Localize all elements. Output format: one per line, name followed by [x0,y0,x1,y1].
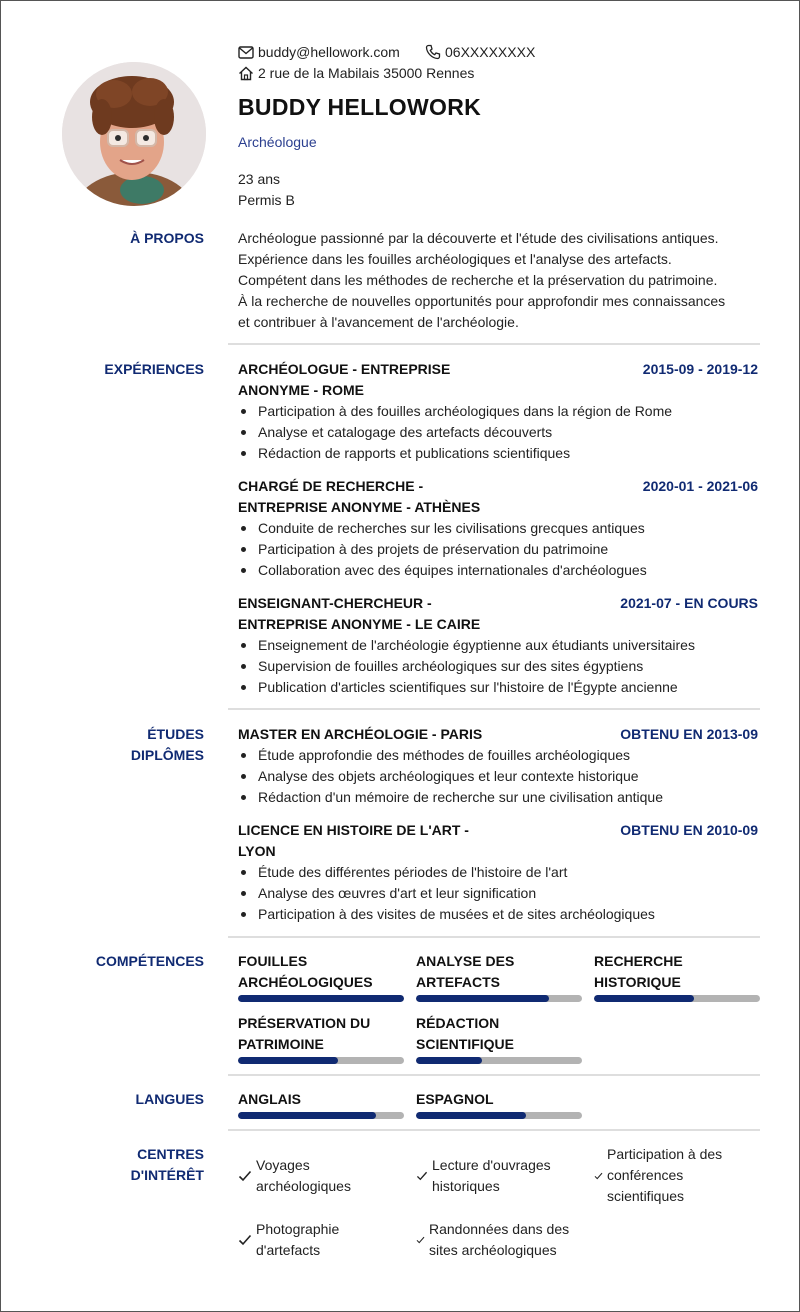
age: 23 ans [238,171,281,187]
interest-item: Photographie d'artefacts [238,1219,339,1261]
about-line: Compétent dans les méthodes de recherche et la préservation du patrimoine. [238,272,718,288]
title-line: ANONYME - ROME [238,382,364,398]
skill-item [416,951,582,1002]
education-bullets [238,862,655,925]
language-label: ANGLAIS [238,1091,301,1107]
home-icon [238,66,254,81]
bullet-item: Participation à des projets de préservation du patrimoine [238,539,647,560]
check-icon [416,1236,425,1244]
education-date: OBTENU EN 2010-09 [620,822,758,838]
address-text: 2 rue de la Mabilais 35000 Rennes [258,65,475,81]
bullet-item: Étude des différentes périodes de l'histoire de l'art [238,862,655,883]
skill-bar-fill [416,1057,482,1064]
bullet-item: Supervision de fouilles archéologiques sur des sites égyptiens [238,656,695,677]
experience-bullets [238,401,672,464]
section-title-line: CENTRES [137,1146,204,1162]
section-title-languages: LANGUES [135,1091,204,1107]
about-line: Archéologue passionné par la découverte et l'étude des civilisations antiques. [238,230,719,246]
divider [228,708,760,710]
about-line: À la recherche de nouvelles opportunités pour approfondir mes connaissances [238,293,726,309]
title-line: ENSEIGNANT-CHERCHEUR - [238,595,432,611]
education-title [238,724,482,745]
skill-label: RÉDACTION SCIENTIFIQUE [416,1015,515,1052]
interest-item: Randonnées dans des sites archéologiques [416,1219,569,1261]
bullet-item: Analyse et catalogage des artefacts découverts [238,422,672,443]
title-line: MASTER EN ARCHÉOLOGIE - PARIS [238,726,483,742]
skill-bar [238,995,404,1002]
divider [228,1074,760,1076]
bullet-item: Enseignement de l'archéologie égyptienne aux étudiants universitaires [238,635,695,656]
section-title-line: DIPLÔMES [130,747,204,763]
bullet-item: Analyse des œuvres d'art et leur signification [238,883,655,904]
title-line: ENTREPRISE ANONYME - ATHÈNES [238,499,481,515]
contact-email[interactable] [238,44,400,60]
education-title [238,820,469,862]
language-item [416,1089,582,1119]
section-title-line: D'INTÉRÊT [130,1167,204,1183]
bullet-item: Conduite de recherches sur les civilisations grecques antiques [238,518,647,539]
skill-bar-fill [238,995,404,1002]
envelope-icon [238,46,254,59]
skill-item [238,951,404,1002]
experience-dates: 2021-07 - EN COURS [620,595,758,611]
candidate-name: BUDDY HELLOWORK [238,94,482,120]
language-bar-fill [416,1112,526,1119]
experience-bullets [238,635,695,698]
check-icon [594,1172,603,1180]
language-label: ESPAGNOL [416,1091,494,1107]
contact-address [238,65,474,81]
title-line: ENTREPRISE ANONYME - LE CAIRE [238,616,481,632]
about-line: et contribuer à l'avancement de l'archéologie. [238,314,519,330]
title-line: ARCHÉOLOGUE - ENTREPRISE [238,361,451,377]
job-title: Archéologue [238,134,317,150]
skill-label: ANALYSE DES ARTEFACTS [416,953,515,990]
skill-bar [238,1057,404,1064]
interest-item: Voyages archéologiques [238,1155,351,1197]
interest-item: Participation à des conférences scientifiques [594,1144,722,1207]
phone-icon [425,44,441,60]
about-text [238,228,763,333]
contact-phone[interactable] [425,44,535,60]
experience-title [238,593,480,635]
skill-label: RECHERCHE HISTORIQUE [594,953,683,990]
experience-dates: 2020-01 - 2021-06 [642,478,758,494]
skill-label: FOUILLES ARCHÉOLOGIQUES [238,953,373,990]
check-icon [238,1170,252,1182]
bullet-item: Rédaction de rapports et publications scientifiques [238,443,672,464]
bullet-item: Participation à des fouilles archéologiques dans la région de Rome [238,401,672,422]
skill-bar-fill [238,1057,338,1064]
email-text: buddy@hellowork.com [258,44,400,60]
skill-bar [416,995,582,1002]
about-line: Expérience dans les fouilles archéologiques et l'analyse des artefacts. [238,251,672,267]
skill-label: PRÉSERVATION DU PATRIMOINE [238,1015,371,1052]
skill-item [594,951,760,1002]
language-bar [238,1112,404,1119]
skill-bar [594,995,760,1002]
bullet-item: Rédaction d'un mémoire de recherche sur une civilisation antique [238,787,663,808]
experience-title [238,359,450,401]
language-bar-fill [238,1112,376,1119]
bullet-item: Collaboration avec des équipes internationales d'archéologues [238,560,647,581]
skill-item [416,1013,582,1064]
section-title-line: ÉTUDES [147,726,204,742]
skill-bar-fill [416,995,549,1002]
bullet-item: Étude approfondie des méthodes de fouilles archéologiques [238,745,663,766]
avatar [62,62,206,206]
bullet-item: Participation à des visites de musées et de sites archéologiques [238,904,655,925]
bullet-item: Analyse des objets archéologiques et leur contexte historique [238,766,663,787]
experience-bullets [238,518,647,581]
check-icon [238,1234,252,1246]
divider [228,936,760,938]
section-title-experience: EXPÉRIENCES [104,361,204,377]
section-title-about: À PROPOS [130,230,204,246]
experience-title [238,476,480,518]
driving-license: Permis B [238,192,295,208]
divider [228,343,760,345]
divider [228,1129,760,1131]
education-date: OBTENU EN 2013-09 [620,726,758,742]
section-title-education [131,724,204,766]
title-line: LYON [238,843,276,859]
title-line: CHARGÉ DE RECHERCHE - [238,478,424,494]
skill-bar [416,1057,582,1064]
experience-dates: 2015-09 - 2019-12 [642,361,758,377]
skill-item [238,1013,404,1064]
education-bullets [238,745,663,808]
section-title-skills: COMPÉTENCES [95,953,204,969]
phone-text: 06XXXXXXXX [445,44,536,60]
title-line: LICENCE EN HISTOIRE DE L'ART - [238,822,469,838]
interest-item: Lecture d'ouvrages historiques [416,1155,551,1197]
language-bar [416,1112,582,1119]
bullet-item: Publication d'articles scientifiques sur l'histoire de l'Égypte ancienne [238,677,695,698]
language-item [238,1089,404,1119]
section-title-interests [131,1144,204,1186]
skill-bar-fill [594,995,694,1002]
check-icon [416,1171,428,1181]
